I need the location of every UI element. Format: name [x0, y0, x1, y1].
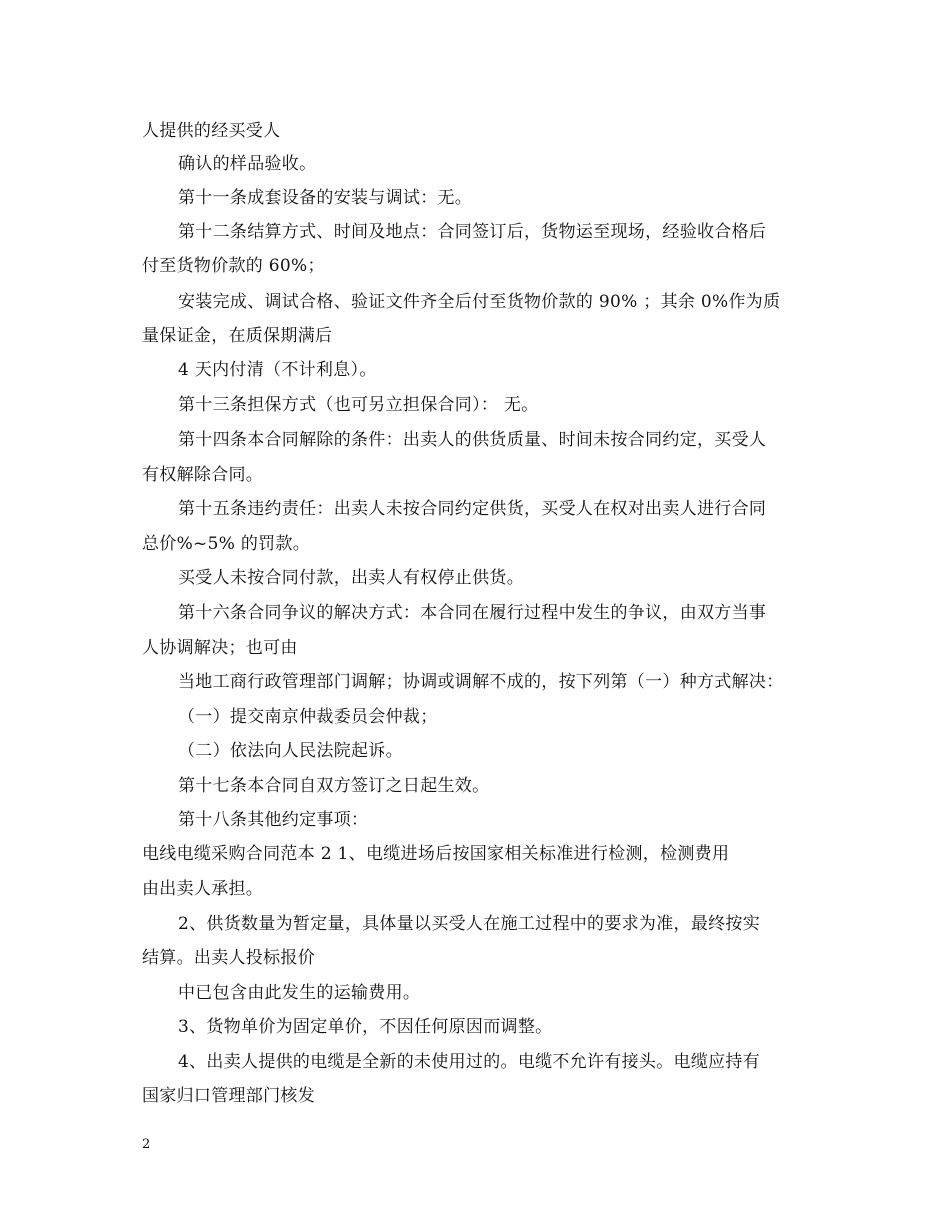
text-line: 第十七条本合同自双方签订之日起生效。 [178, 776, 490, 796]
page-number: 2 [142, 1137, 151, 1152]
text-line: 第十一条成套设备的安装与调试：无。 [178, 188, 473, 208]
text-line: 付至货物价款的 60%； [142, 256, 325, 276]
text-line: 人协调解决；也可由 [142, 638, 298, 658]
text-line: 国家归口管理部门核发 [142, 1086, 315, 1106]
text-line: 人提供的经买受人 [142, 121, 281, 141]
text-line: 第十五条违约责任：出卖人未按合同约定供货，买受人在权对出卖人进行合同 [178, 499, 767, 519]
text-line: （一）提交南京仲裁委员会仲裁； [178, 707, 438, 727]
text-line: 当地工商行政管理部门调解；协调或调解不成的，按下列第（一）种方式解决： [178, 672, 784, 692]
text-line: 第十六条合同争议的解决方式：本合同在履行过程中发生的争议，由双方当事 [178, 603, 767, 623]
text-line: 总价%~5% 的罚款。 [142, 534, 311, 554]
text-line: （二）依法向人民法院起诉。 [178, 741, 403, 761]
text-line: 结算。出卖人投标报价 [142, 948, 315, 968]
text-line: 第十八条其他约定事项： [178, 810, 369, 830]
text-line: 量保证金，在质保期满后 [142, 326, 333, 346]
text-line: 2、供货数量为暂定量，具体量以买受人在施工过程中的要求为准，最终按实 [178, 914, 761, 934]
text-line: 安装完成、调试合格、验证文件齐全后付至货物价款的 90% ；其余 0%作为质 [178, 292, 781, 312]
text-line: 中已包含由此发生的运输费用。 [178, 983, 421, 1003]
text-line: 4 天内付清（不计利息）。 [178, 360, 377, 380]
text-line: 4、出卖人提供的电缆是全新的未使用过的。电缆不允许有接头。电缆应持有 [178, 1052, 761, 1072]
text-line: 第十四条本合同解除的条件：出卖人的供货质量、时间未按合同约定，买受人 [178, 430, 767, 450]
text-line: 第十二条结算方式、时间及地点：合同签订后，货物运至现场，经验收合格后 [178, 222, 767, 242]
text-line: 买受人未按合同付款，出卖人有权停止供货。 [178, 568, 524, 588]
text-line: 由出卖人承担。 [142, 879, 264, 899]
text-line: 第十三条担保方式（也可另立担保合同）： 无。 [178, 395, 539, 415]
text-line: 有权解除合同。 [142, 465, 264, 485]
text-line: 3、货物单价为固定单价，不因任何原因而调整。 [178, 1017, 553, 1037]
text-line: 电线电缆采购合同范本 2 1、电缆进场后按国家相关标准进行检测，检测费用 [142, 844, 730, 864]
text-line: 确认的样品验收。 [178, 154, 317, 174]
